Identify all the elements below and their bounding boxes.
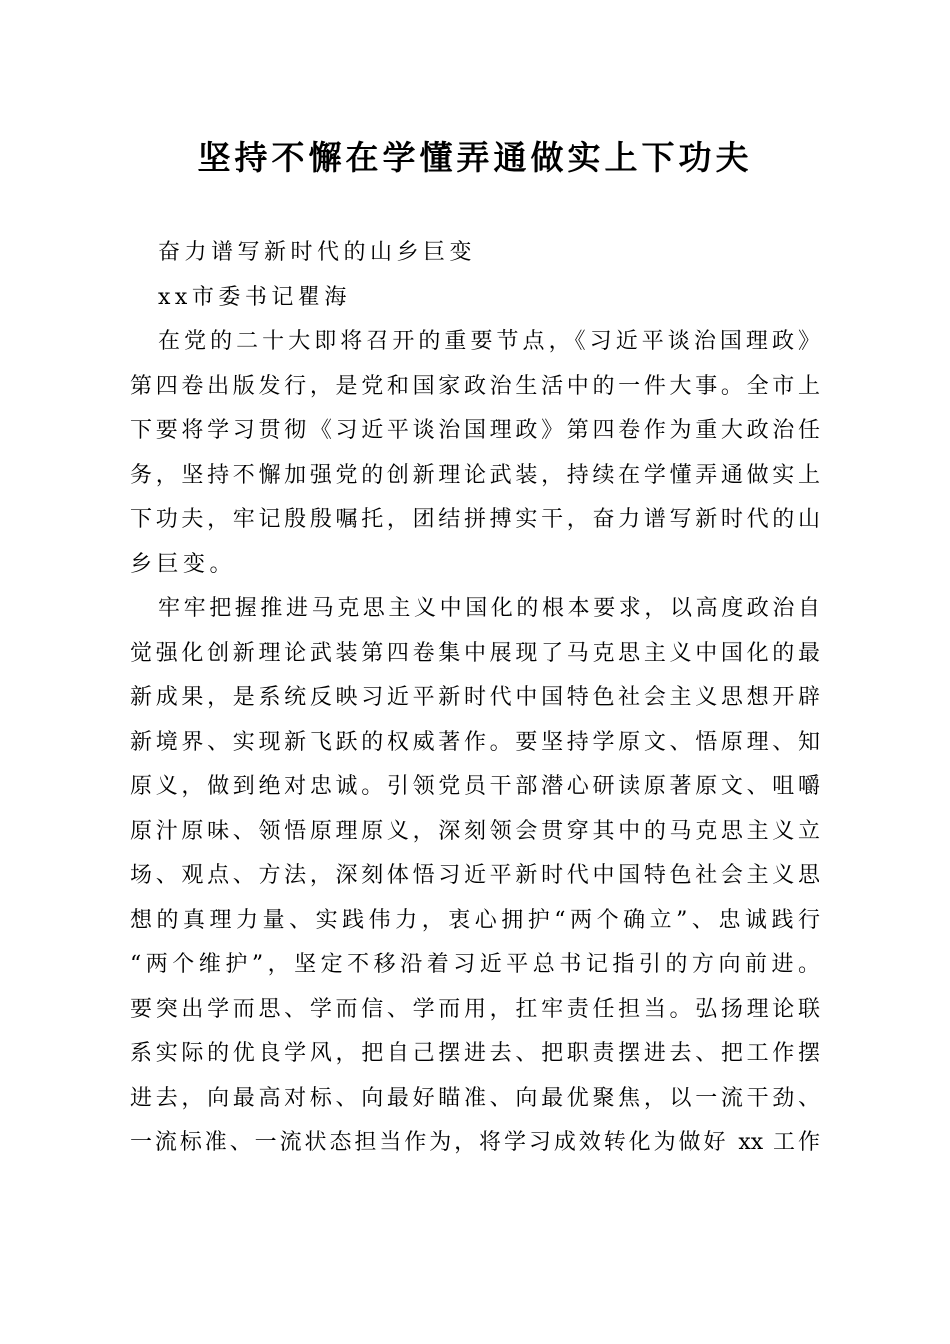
paragraph-line: 进去，向最高对标、向最好瞄准、向最优聚焦，以一流干劲、 [130, 1085, 820, 1111]
paragraph-line: 要突出学而思、学而信、学而用，扛牢责任担当。弘扬理论联 [130, 996, 820, 1022]
paragraph-line: 在党的二十大即将召开的重要节点，《习近平谈治国理政》 [158, 329, 820, 354]
paragraph-line: 想的真理力量、实践伟力，衷心拥护“两个确立”、忠诚践行 [130, 907, 820, 933]
paragraph-line: 场、观点、方法，深刻体悟习近平新时代中国特色社会主义思 [130, 863, 820, 888]
paragraph-line: 新境界、实现新飞跃的权威著作。要坚持学原文、悟原理、知 [130, 729, 820, 755]
document-title: 坚持不懈在学懂弄通做实上下功夫 [197, 138, 753, 177]
paragraph-line: 一流标准、一流状态担当作为，将学习成效转化为做好 xx 工作 [130, 1130, 820, 1155]
subtitle: 奋力谱写新时代的山乡巨变 [158, 240, 477, 265]
paragraph-line: 原义，做到绝对忠诚。引领党员干部潜心研读原著原文、咀嚼 [130, 774, 820, 799]
paragraph [130, 320, 820, 587]
paragraph-line: 系实际的优良学风，把自己摆进去、把职责摆进去、把工作摆 [130, 1041, 820, 1066]
author-line: xx市委书记瞿海 [158, 284, 351, 310]
paragraph-line: 乡巨变。 [130, 551, 237, 577]
paragraph-line: “两个维护”，坚定不移沿着习近平总书记指引的方向前进。 [130, 952, 820, 977]
paragraph [130, 587, 820, 1166]
paragraph-line: 下功夫，牢记殷殷嘱托，团结拼搏实干，奋力谱写新时代的山 [130, 507, 820, 532]
paragraph-line: 务，坚持不懈加强党的创新理论武装，持续在学懂弄通做实上 [130, 462, 820, 488]
paragraph-line: 第四卷出版发行，是党和国家政治生活中的一件大事。全市上 [130, 373, 820, 399]
paragraph-line: 牢牢把握推进马克思主义中国化的根本要求，以高度政治自 [158, 596, 820, 621]
paragraph-line: 觉强化创新理论武装第四卷集中展现了马克思主义中国化的最 [130, 640, 820, 666]
paragraph-line: 下要将学习贯彻《习近平谈治国理政》第四卷作为重大政治任 [130, 418, 820, 443]
paragraphs [130, 320, 820, 1166]
paragraph-line: 原汁原味、领悟原理原义，深刻领会贯穿其中的马克思主义立 [130, 818, 820, 844]
document-body [130, 231, 820, 1166]
paragraph-line: 新成果，是系统反映习近平新时代中国特色社会主义思想开辟 [130, 685, 820, 710]
